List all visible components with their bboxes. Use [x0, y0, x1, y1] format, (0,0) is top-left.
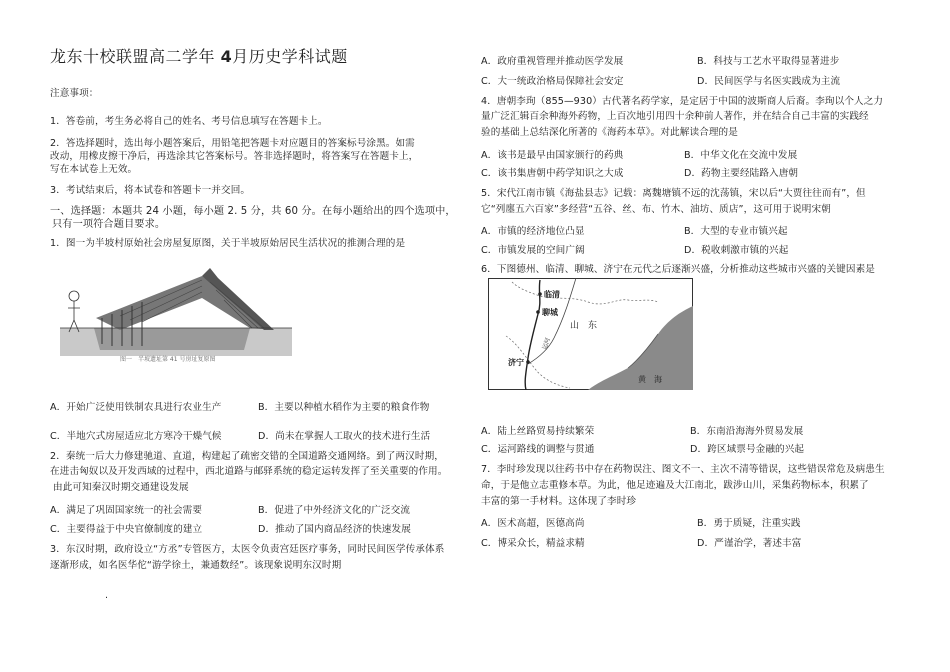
option-a[interactable]: A．市镇的经济地位凸显 [481, 226, 585, 237]
option-b[interactable]: B．勇于质疑，注重实践 [697, 518, 801, 529]
question-stem: 3．东汉时期，政府设立“方丞”专管医方，太医令负责宫廷医疗事务，同时民间医学传承体系 [50, 544, 445, 555]
map-label-jining: 济宁 [508, 358, 524, 367]
question-stem: 丰富的第一手材料。这体现了李时珍 [481, 496, 637, 507]
question-stem: 6．下图德州、临清、聊城、济宁在元代之后逐渐兴盛，分析推动这些城市兴盛的关键因素是 [481, 264, 875, 275]
shandong-canal-map [488, 278, 693, 390]
option-a[interactable]: A．陆上丝路贸易持续繁荣 [481, 426, 595, 437]
option-d[interactable]: D．严谨治学，著述丰富 [697, 538, 802, 549]
question-stem: 2．秦统一后大力修建驰道、直道，构建起了疏密交错的全国道路交通网络。到了两汉时期， [50, 451, 444, 462]
map-label-linqing: 临清 [544, 290, 560, 299]
question-stem: 5．宋代江南市镇《海盐县志》记载：离魏塘镇不远的沈荡镇，宋以后“大贾往往而有”，但 [481, 188, 866, 199]
option-d[interactable]: D．税收刺激市镇的兴起 [684, 245, 789, 256]
map-label-canal: 运河 [541, 336, 552, 351]
option-d[interactable]: D．推动了国内商品经济的快速发展 [258, 524, 411, 535]
map-label-shandong: 山 东 [570, 321, 598, 331]
option-c[interactable]: C．该书集唐朝中药学知识之大成 [481, 168, 624, 179]
map-label-huanghai: 黄 海 [638, 375, 662, 384]
option-c[interactable]: C．大一统政治格局保障社会安定 [481, 76, 624, 87]
question-stem: 验的基础上总结深化所著的《海药本草》。对此解读合理的是 [481, 127, 738, 138]
option-a[interactable]: A．开始广泛使用铁制农具进行农业生产 [50, 402, 222, 413]
section-heading: 只有一项符合题目要求。 [52, 219, 166, 230]
question-stem: 由此可知秦汉时期交通建设发展 [53, 482, 189, 493]
option-c[interactable]: C．运河路线的调整与贯通 [481, 444, 595, 455]
page-mark: . [105, 590, 109, 601]
question-stem: 量广泛汇辑百余种海外药物，上百次地引用四十余种前人著作，并在结合自己丰富的实践经 [481, 111, 869, 122]
notice-heading: 注意事项： [50, 88, 99, 99]
notice-line: 2．答选择题时，选出每小题答案后，用铅笔把答题卡对应题目的答案标号涂黑。如需 [50, 138, 415, 149]
option-d[interactable]: D．跨区域票号金融的兴起 [690, 444, 805, 455]
option-d[interactable]: D．民间医学与名医实践成为主流 [697, 76, 841, 87]
question-stem: 逐渐形成，如名医华佗“游学徐土，兼通数经”。该现象说明东汉时期 [50, 560, 342, 571]
option-b[interactable]: B．东南沿海海外贸易发展 [690, 426, 804, 437]
option-b[interactable]: B．科技与工艺水平取得显著进步 [697, 56, 840, 67]
option-c[interactable]: C．半地穴式房屋适应北方寒冷干燥气候 [50, 431, 222, 442]
notice-line: 写在本试卷上无效。 [50, 164, 138, 175]
option-a[interactable]: A．医术高超，医德高尚 [481, 518, 585, 529]
option-c[interactable]: C．博采众长，精益求精 [481, 538, 585, 549]
option-b[interactable]: B．大型的专业市镇兴起 [684, 226, 788, 237]
question-stem: 它“列廛五六百家”多经营“五谷、丝、布、竹木、油坊、质店”，这可用于说明宋朝 [481, 204, 831, 215]
question-stem: 命，于是他立志重修本草。为此，他足迹遍及大江南北，跋涉山川，采集药物标本，积累了 [481, 480, 869, 491]
question-stem: 在进击匈奴以及开发西域的过程中，西北道路与邮驿系统的稳定运转发挥了至关重要的作用。 [50, 466, 448, 477]
option-c[interactable]: C．市镇发展的空间广阔 [481, 245, 585, 256]
question-stem: 4．唐朝李珣（855—930）古代著名药学家，是定居于中国的波斯商人后裔。李珣以个人之力 [481, 96, 884, 107]
option-b[interactable]: B．主要以种植水稻作为主要的粮食作物 [258, 402, 430, 413]
house-reconstruction-figure [60, 258, 292, 366]
option-d[interactable]: D．药物主要经陆路入唐朝 [684, 168, 799, 179]
notice-line: 3．考试结束后，将本试卷和答题卡一并交回。 [50, 185, 251, 196]
option-d[interactable]: D．尚未在掌握人工取火的技术进行生活 [258, 431, 431, 442]
option-c[interactable]: C．主要得益于中央官僚制度的建立 [50, 524, 203, 535]
map-label-liaocheng: 聊城 [542, 308, 558, 317]
option-b[interactable]: B．促进了中外经济文化的广泛交流 [258, 505, 411, 516]
option-a[interactable]: A．该书是最早由国家颁行的药典 [481, 150, 624, 161]
figure-caption: 图一 半坡遗址第 41 号房址复原图 [120, 356, 216, 363]
notice-line: 改动，用橡皮擦干净后，再选涂其它答案标号。答非选择题时，将答案写在答题卡上， [50, 151, 419, 162]
option-a[interactable]: A．政府重视管理并推动医学发展 [481, 56, 624, 67]
option-b[interactable]: B．中华文化在交流中发展 [684, 150, 798, 161]
question-stem: 1．图一为半坡村原始社会房屋复原图，关于半坡原始居民生活状况的推测合理的是 [50, 238, 406, 249]
notice-line: 1．答卷前，考生务必将自己的姓名、考号信息填写在答题卡上。 [50, 116, 328, 127]
exam-title: 龙东十校联盟高二学年 4月历史学科试题 [50, 47, 348, 66]
question-stem: 7．李时珍发现以往药书中存在药物误注、图文不一、主次不清等错误，这些错误常危及病患生 [481, 464, 885, 475]
section-heading: 一、选择题：本题共 24 小题，每小题 2. 5 分，共 60 分。在每小题给出的四个选项中， [50, 206, 456, 217]
option-a[interactable]: A．满足了巩固国家统一的社会需要 [50, 505, 203, 516]
